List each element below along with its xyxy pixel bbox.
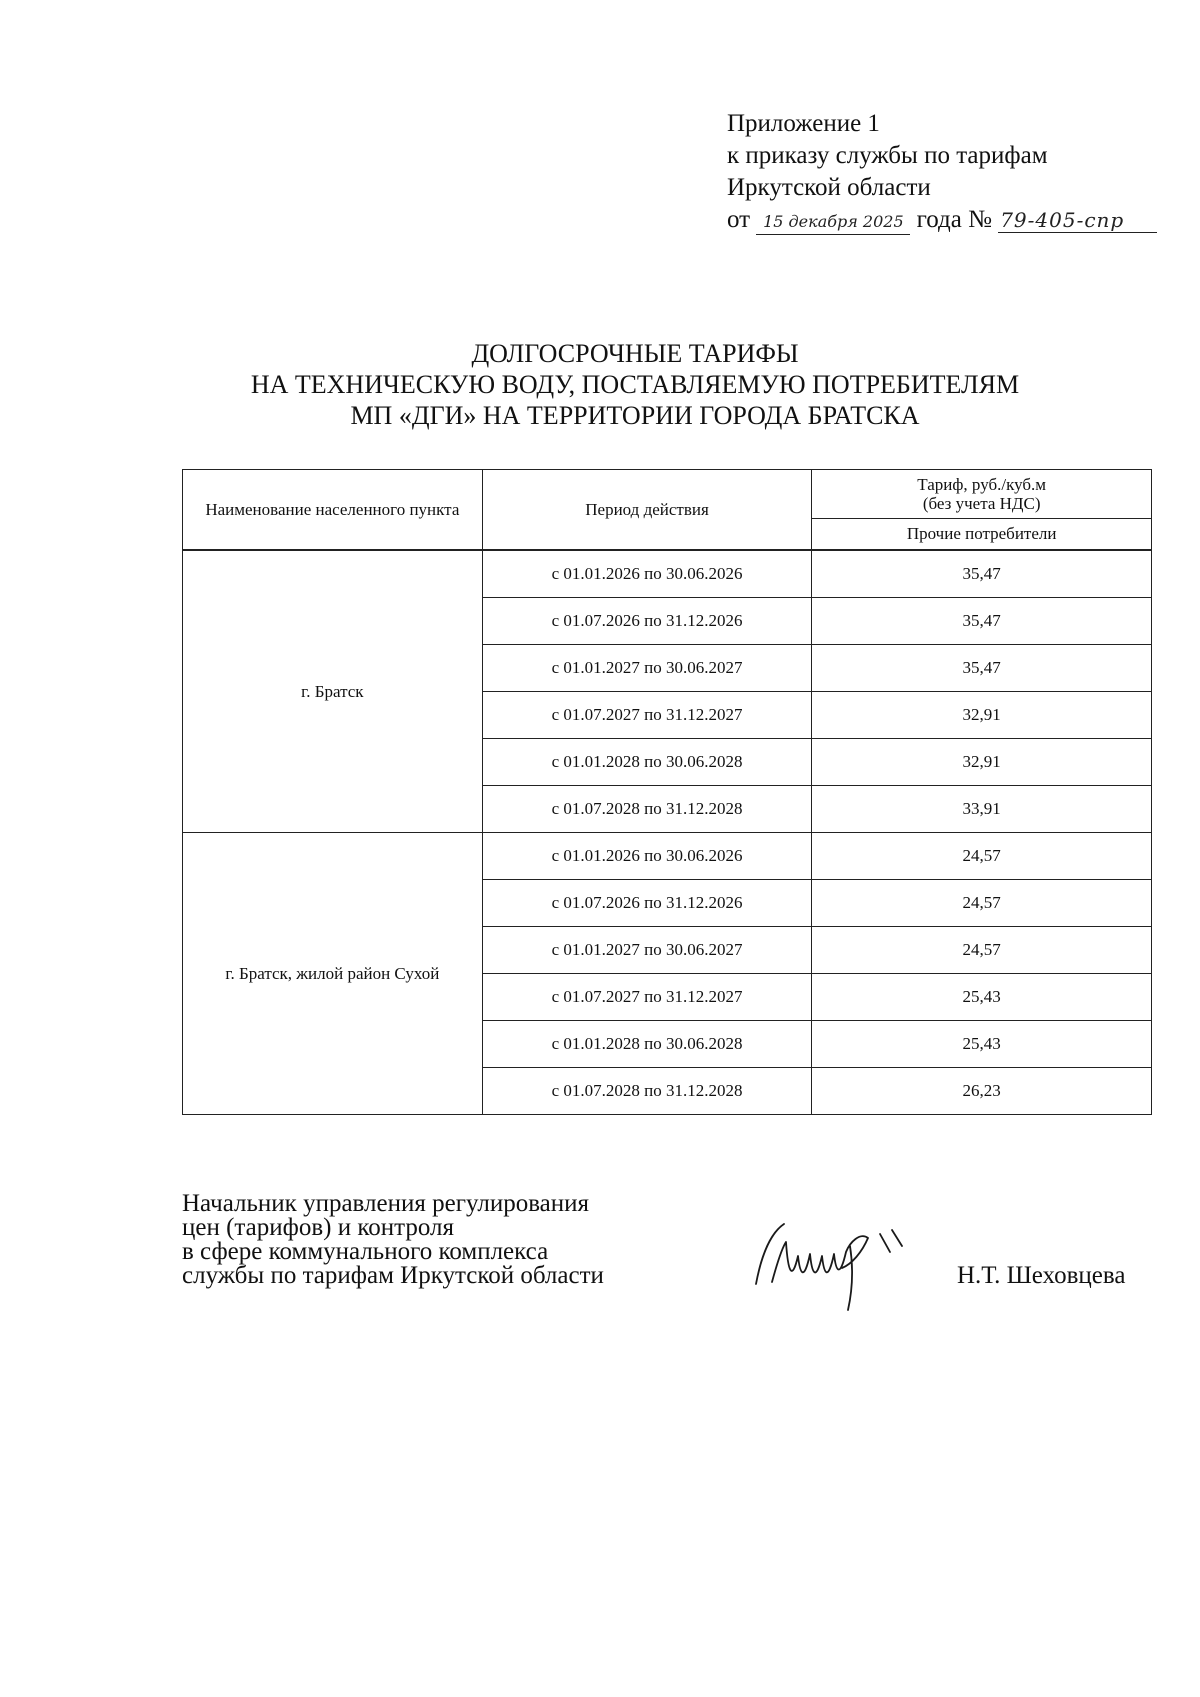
position-line-3: в сфере коммунального комплекса [182,1238,549,1265]
tariff-value-cell: 26,23 [812,1068,1152,1115]
tariff-table [182,469,1152,1115]
period-cell: с 01.07.2026 по 31.12.2026 [482,880,812,927]
appendix-line-2: к приказу службы по тарифам [727,142,1048,169]
signatory-position [182,1192,604,1288]
appendix-line-1: Приложение 1 [727,110,880,137]
header-other-consumers: Прочие потребители [812,519,1152,551]
position-line-2: цен (тарифов) и контроля [182,1214,454,1241]
handwritten-signature [742,1212,927,1312]
position-line-1: Начальник управления регулирования [182,1190,590,1217]
tariff-table-body [183,550,1152,1115]
period-cell: с 01.01.2026 по 30.06.2026 [482,550,812,598]
tariff-value-cell: 35,47 [812,598,1152,645]
tariff-value-cell: 24,57 [812,880,1152,927]
period-cell: с 01.07.2027 по 31.12.2027 [482,692,812,739]
document-title [150,338,1120,431]
appendix-line-3: Иркутской области [727,174,931,201]
settlement-cell: г. Братск, жилой район Сухой [183,833,483,1115]
position-line-4: службы по тарифам Иркутской области [182,1262,604,1289]
signer-name: Н.Т. Шеховцева [957,1262,1126,1289]
header-settlement: Наименование населенного пункта [183,470,483,551]
table-row [183,550,1152,598]
signature-stroke [756,1224,902,1310]
header-period: Период действия [482,470,812,551]
tariff-value-cell: 35,47 [812,645,1152,692]
tariff-value-cell: 25,43 [812,1021,1152,1068]
table-row [183,833,1152,880]
period-cell: с 01.01.2027 по 30.06.2027 [482,927,812,974]
tariff-value-cell: 25,43 [812,974,1152,1021]
title-line-1: ДОЛГОСРОЧНЫЕ ТАРИФЫ [471,339,799,368]
title-line-2: НА ТЕХНИЧЕСКУЮ ВОДУ, ПОСТАВЛЯЕМУЮ ПОТРЕБИТЕЛЯМ [250,370,1020,399]
appendix-date-line [727,204,1157,236]
appendix-header [727,108,1157,236]
period-cell: с 01.01.2028 по 30.06.2028 [482,739,812,786]
period-cell: с 01.07.2026 по 31.12.2026 [482,598,812,645]
from-label: от [727,206,751,233]
period-cell: с 01.01.2026 по 30.06.2026 [482,833,812,880]
header-tariff-vat-note: (без учета НДС) [922,494,1041,513]
title-line-3: МП «ДГИ» НА ТЕРРИТОРИИ ГОРОДА БРАТСКА [350,401,920,430]
tariff-value-cell: 32,91 [812,739,1152,786]
handwritten-date: 15 декабря 2025 [756,210,910,235]
period-cell: с 01.07.2027 по 31.12.2027 [482,974,812,1021]
period-cell: с 01.01.2027 по 30.06.2027 [482,645,812,692]
tariff-value-cell: 32,91 [812,692,1152,739]
handwritten-order-number: 79-405-спр [998,208,1157,233]
period-cell: с 01.07.2028 по 31.12.2028 [482,786,812,833]
tariff-value-cell: 35,47 [812,550,1152,598]
tariff-value-cell: 24,57 [812,833,1152,880]
tariff-value-cell: 24,57 [812,927,1152,974]
settlement-cell: г. Братск [183,550,483,833]
year-number-label: года № [916,206,992,233]
tariff-value-cell: 33,91 [812,786,1152,833]
period-cell: с 01.07.2028 по 31.12.2028 [482,1068,812,1115]
period-cell: с 01.01.2028 по 30.06.2028 [482,1021,812,1068]
header-tariff [812,470,1152,519]
tariff-table-header [183,470,1152,551]
header-tariff-unit: Тариф, руб./куб.м [917,475,1047,494]
